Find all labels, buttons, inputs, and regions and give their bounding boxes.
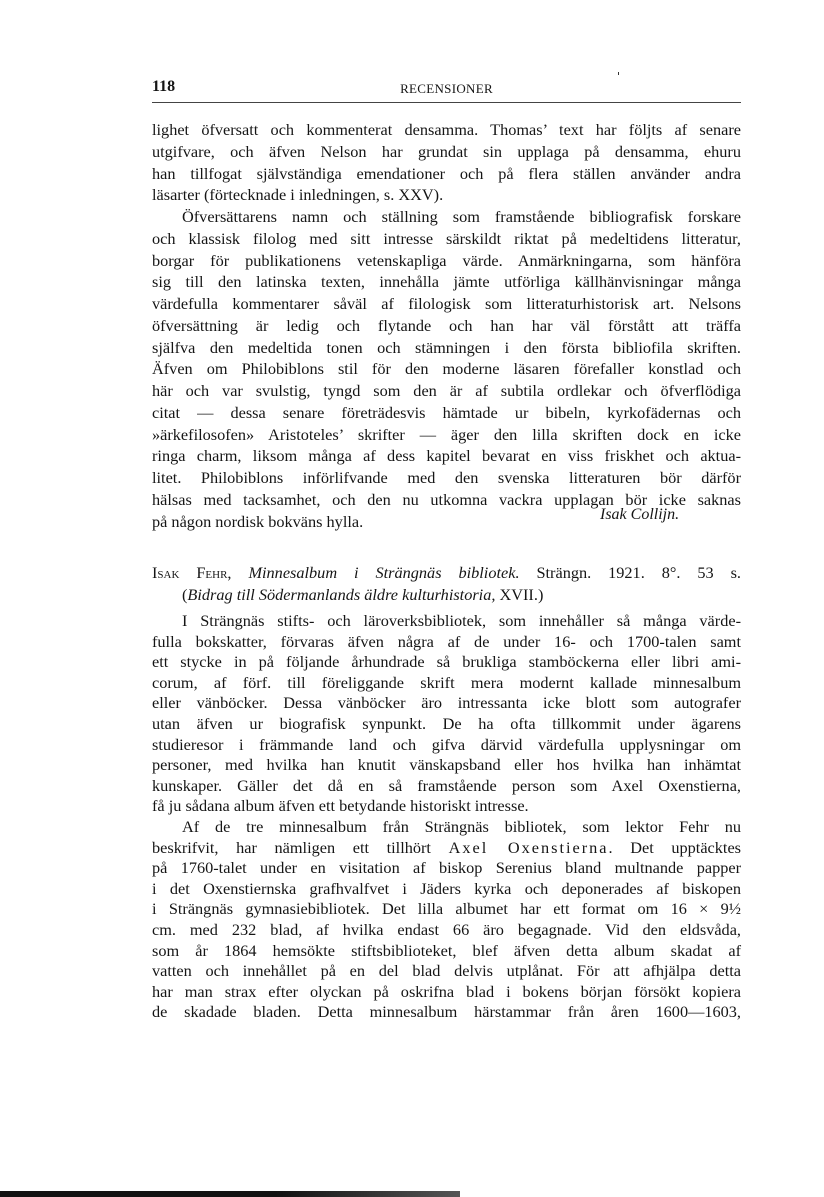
text-line: personer, med hvilka han knutit vänskapsband eller hos hvilka han inhämtat [152,755,741,775]
text-line: fulla bokskatter, förvaras äfven några af de under 16- och 1700-talen samt [152,631,741,651]
text-segment: . Det upptäcktes [608,837,742,857]
text-line: och klassisk filolog med sitt intresse särskildt riktat på medeltidens litteratur, [152,228,741,248]
reference-title: Minnesalbum i Strängnäs bibliotek. [248,563,520,582]
text-line: kunskaper. Gäller det då en så framstående person som Axel Oxenstierna, [152,775,741,795]
text-line: i det Oxenstiernska grafhvalfvet i Jäders kyrka och deponerades af biskopen [152,878,741,898]
text-line [152,838,741,859]
page-header [152,78,741,103]
text-line: Af de tre minnesalbum från Strängnäs bibliotek, som lektor Fehr nu [182,816,741,836]
text-line: Äfven om Philobiblons stil för den moderne läsaren förefaller konstlad och [152,359,741,379]
reference-series: Bidrag till Södermanlands äldre kulturhistoria, [187,585,496,604]
reference-series-volume: XVII. [499,585,538,604]
text-line: få ju sådana album äfven ett betydande historiskt intresse. [152,796,529,816]
text-line: värdefulla kommentarer såväl af filologisk som litteraturhistorisk art. Nelsons [152,294,741,313]
paragraph [152,206,741,532]
text-line: eller vänböcker. Dessa vänböcker äro intressanta icke blott som autografer [152,693,741,713]
text-line: öfversättning är ledig och flytande och han har väl förstått att träffa [152,315,741,335]
scan-edge-bar [0,1191,460,1197]
text-line: som år 1864 hemsökte stiftsbiblioteket, blef äfven detta album skadat af [152,940,741,960]
reference-line-2 [152,584,741,606]
text-line: Öfversättarens namn och ställning som framstående bibliografisk forskare [182,207,741,226]
running-title: RECENSIONER [400,81,493,96]
reference-line-1 [152,562,741,584]
text-line: sig till den latinska texten, innehålla jämte utförliga källhänvisningar många [152,272,741,292]
review-fehr-body [152,611,741,1023]
text-line: ett stycke in på följande århundrade så brukliga stamböckerna eller libri ami- [152,652,741,672]
review-signature: Isak Collijn. [600,506,680,523]
paragraph [152,817,741,1023]
text-line: vatten och innehållet på en del blad delvis utplånat. För att afhjälpa detta [152,961,741,981]
paragraph [152,119,741,206]
text-line: i Strängnäs gymnasiebibliotek. Det lilla albumet har ett format om 16 × 9½ [152,899,741,919]
text-line: utan äfven ur biografisk synpunkt. De ha ofta tillkommit under ägarens [152,713,741,733]
review-collijn-body [152,119,741,532]
text-line: utgifvare, och äfven Nelson har grundat sin upplaga på densamma, ehuru [152,141,741,161]
bibliographic-reference [152,562,741,606]
text-segment: beskrifvit, har nämligen ett tillhört [152,837,449,857]
text-line: »ärkefilosofen» Aristoteles’ skrifter — äger den lilla skriften dock en icke [152,424,741,444]
text-line: hälsas med tacksamhet, och den nu utkomna vackra upplagan bör icke saknas [152,489,741,509]
text-line: på någon nordisk bokväns hylla. [152,511,364,531]
paren-close: ) [537,585,544,604]
text-line: har man strax efter olyckan på oskrifna blad i bokens början försökt kopiera [152,981,741,1001]
reference-imprint: Strängn. 1921. 8°. 53 s. [536,563,741,582]
text-line: lighet öfversatt och kommenterat densamma. Thomas’ text har följts af senare [152,120,741,139]
text-line: studieresor i främmande land och gifva därvid värdefulla upplysningar om [152,734,741,754]
emphasized-name: Axel Oxenstierna [448,837,609,857]
text-line: I Strängnäs stifts- och läroverksbibliotek, som innehåller så många värde- [182,611,741,630]
text-line: borgar för publikationens vetenskapliga värde. Anmärkningarna, som hänföra [152,250,741,270]
paren-open: ( [182,585,188,604]
text-line: på 1760-talet under en visitation af biskop Serenius bland multnande papper [152,858,741,878]
scan-speck [618,72,619,75]
page-number: 118 [152,78,176,95]
text-line: han tillfogat självständiga emendationer och på flera ställen använder andra [152,163,741,183]
text-line: litet. Philobiblons införlifvande med den svenska litteraturen bör därför [152,468,741,487]
text-line: ringa charm, liksom många af dess kapitel bevarat en viss friskhet och aktua- [152,446,741,466]
text-line: själfva den medeltida tonen och stämningen i den första bibliofila skriften. [152,337,741,357]
text-line: corum, af förf. till föreliggande skrift mera modernt kallade minnesalbum [152,672,741,692]
text-line: läsarter (förtecknade i inledningen, s. XXV). [152,185,444,205]
text-line: här och var svulstig, tyngd som den är af subtila ordlekar och öfverflödiga [152,381,741,400]
text-line: de skadade bladen. Detta minnesalbum härstammar från åren 1600—1603, [152,1002,741,1022]
reference-author: Isak Fehr, [152,563,232,582]
text-line: citat — dessa senare företrädesvis hämtade ur bibeln, kyrkofädernas och [152,402,741,422]
paragraph [152,611,741,817]
text-line: cm. med 232 blad, af hvilka endast 66 äro begagnade. Vid den eldsvåda, [152,919,741,939]
